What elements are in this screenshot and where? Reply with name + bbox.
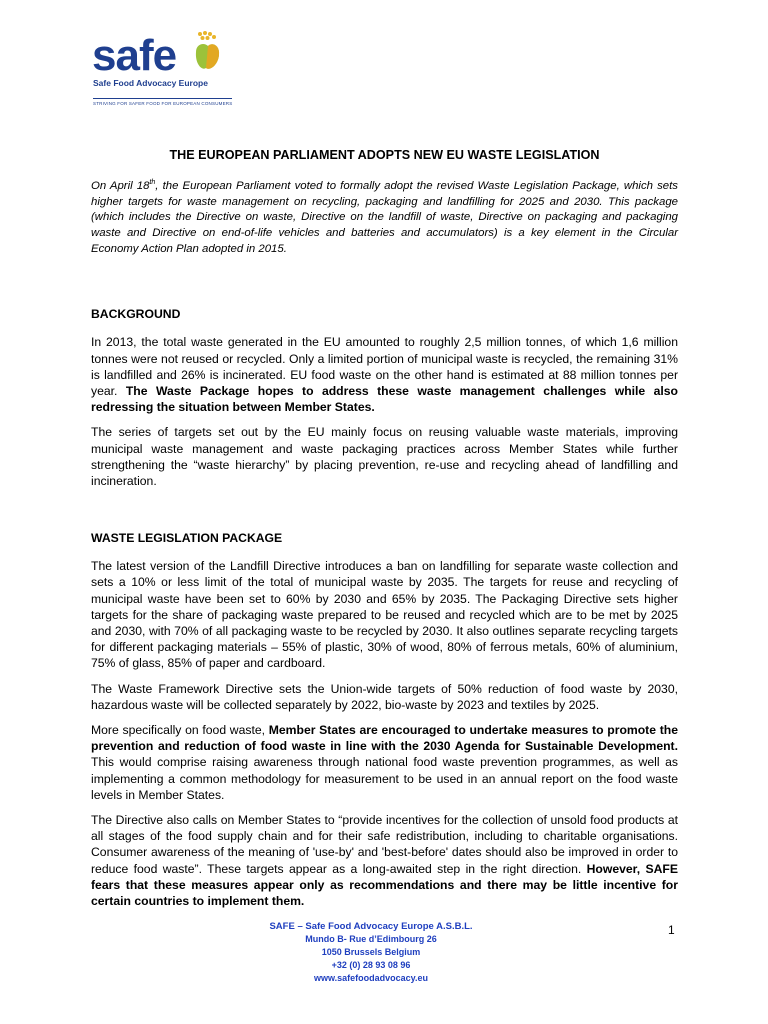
background-paragraph-2: The series of targets set out by the EU mainly focus on reusing valuable waste materials, improving municipal waste management and waste packaging practices across Member States while further strengthening the “waste hierarchy” by placing prevention, re-use and recycling ahead of landfilling and incineration.	[91, 425, 678, 488]
logo-tagline: STRIVING FOR SAFER FOOD FOR EUROPEAN CONSUMERS	[93, 98, 232, 106]
section-heading-waste-package: WASTE LEGISLATION PACKAGE	[91, 531, 283, 546]
intro-text: , the European Parliament voted to formally adopt the revised Waste Legislation Package, which sets higher targets for waste management on recycling, packaging and landfilling for 2025 and 2030. This package (which includes the Directive on waste, Directive on the landfill of waste, Directive on packaging and packaging waste and Directive on end-of-life vehicles and batteries and accumulators) is a key element in the Circular Economy Action Plan adopted in 2015.	[91, 179, 678, 255]
page-footer	[0, 920, 742, 985]
section-heading-background: BACKGROUND	[91, 307, 181, 322]
waste-package-paragraph-3: More specifically on food waste, Member States are encouraged to undertake measures to promote the prevention and reduction of food waste in line with the 2030 Agenda for Sustainable Development. This would comprise raising awareness through national food waste prevention programmes, as well as implementing a common methodology for measurement to be used in an annual report on the food waste levels in Member States.	[91, 722, 678, 802]
footer-website[interactable]: www.safefoodadvocacy.eu	[313, 973, 429, 983]
waste-package-paragraph-4: The Directive also calls on Member States to “provide incentives for the collection of unsold food products at all stages of the food supply chain and for their safe redistribution, including to charitable organisations. Consumer awareness of the meaning of 'use-by' and 'best-before' dates should also be improved in order to reduce food waste”. These targets appear as a long-awaited step in the right direction. However, SAFE fears that these measures appear only as recommendations and there may be little incentive for certain countries to implement them.	[91, 812, 678, 908]
waste-package-paragraph-1: The latest version of the Landfill Directive introduces a ban on landfilling for separate waste collection and sets a 10% or less limit of the total of municipal waste by 2035. The targets for reuse and recycling of municipal waste have been set to 60% by 2030 and 65% by 2035. The Packaging Directive sets higher targets for the share of packaging waste prepared to be reused and recycled which are to be met by 2025 and 2030, with 70% of all packaging waste to be recycled by 2030. It also outlines separate recycling targets for different packaging materials – 55% of plastic, 30% of wood, 80% of ferrous metals, 60% of aluminium, 75% of glass, 85% of paper and cardboard.	[91, 559, 678, 671]
footer-address-line-2: 1050 Brussels Belgium	[321, 947, 421, 957]
footer-org: SAFE – Safe Food Advocacy Europe A.S.B.L.	[269, 921, 473, 932]
footer-address-line-1: Mundo B- Rue d’Edimbourg 26	[305, 934, 437, 944]
intro-paragraph: On April 18th, the European Parliament voted to formally adopt the revised Waste Legislation Package, which sets higher targets for waste management on recycling, packaging and landfilling for 2025 and 2030. This package (which includes the Directive on waste, Directive on the landfill of waste, Directive on packaging and packaging waste and Directive on end-of-life vehicles and batteries and accumulators) is a key element in the Circular Economy Action Plan adopted in 2015.	[91, 179, 678, 255]
background-paragraph-1: In 2013, the total waste generated in the EU amounted to roughly 2,5 million tonnes, of which 1,6 million tonnes were not reused or recycled. Only a limited portion of municipal waste is recycled, the remaining 31% is landfilled and 26% is incinerated. EU food waste on the other hand is estimated at 88 million tonnes per year. The Waste Package hopes to address these waste management challenges while also redressing the situation between Member States.	[91, 335, 678, 415]
page-number: 1	[668, 923, 675, 937]
article-title: THE EUROPEAN PARLIAMENT ADOPTS NEW EU WASTE LEGISLATION	[169, 148, 600, 162]
waste-package-paragraph-2: The Waste Framework Directive sets the Union-wide targets of 50% reduction of food waste by 2030, hazardous waste will be collected separately by 2022, bio-waste by 2023 and textiles by 2025.	[91, 681, 678, 712]
logo-wordmark: safe	[92, 31, 177, 80]
safe-logo	[92, 14, 232, 104]
footer-phone: +32 (0) 28 93 08 96	[331, 960, 411, 970]
article-body	[91, 148, 678, 918]
logo-subtitle: Safe Food Advocacy Europe	[93, 78, 208, 88]
apple-logo-icon	[190, 30, 222, 76]
